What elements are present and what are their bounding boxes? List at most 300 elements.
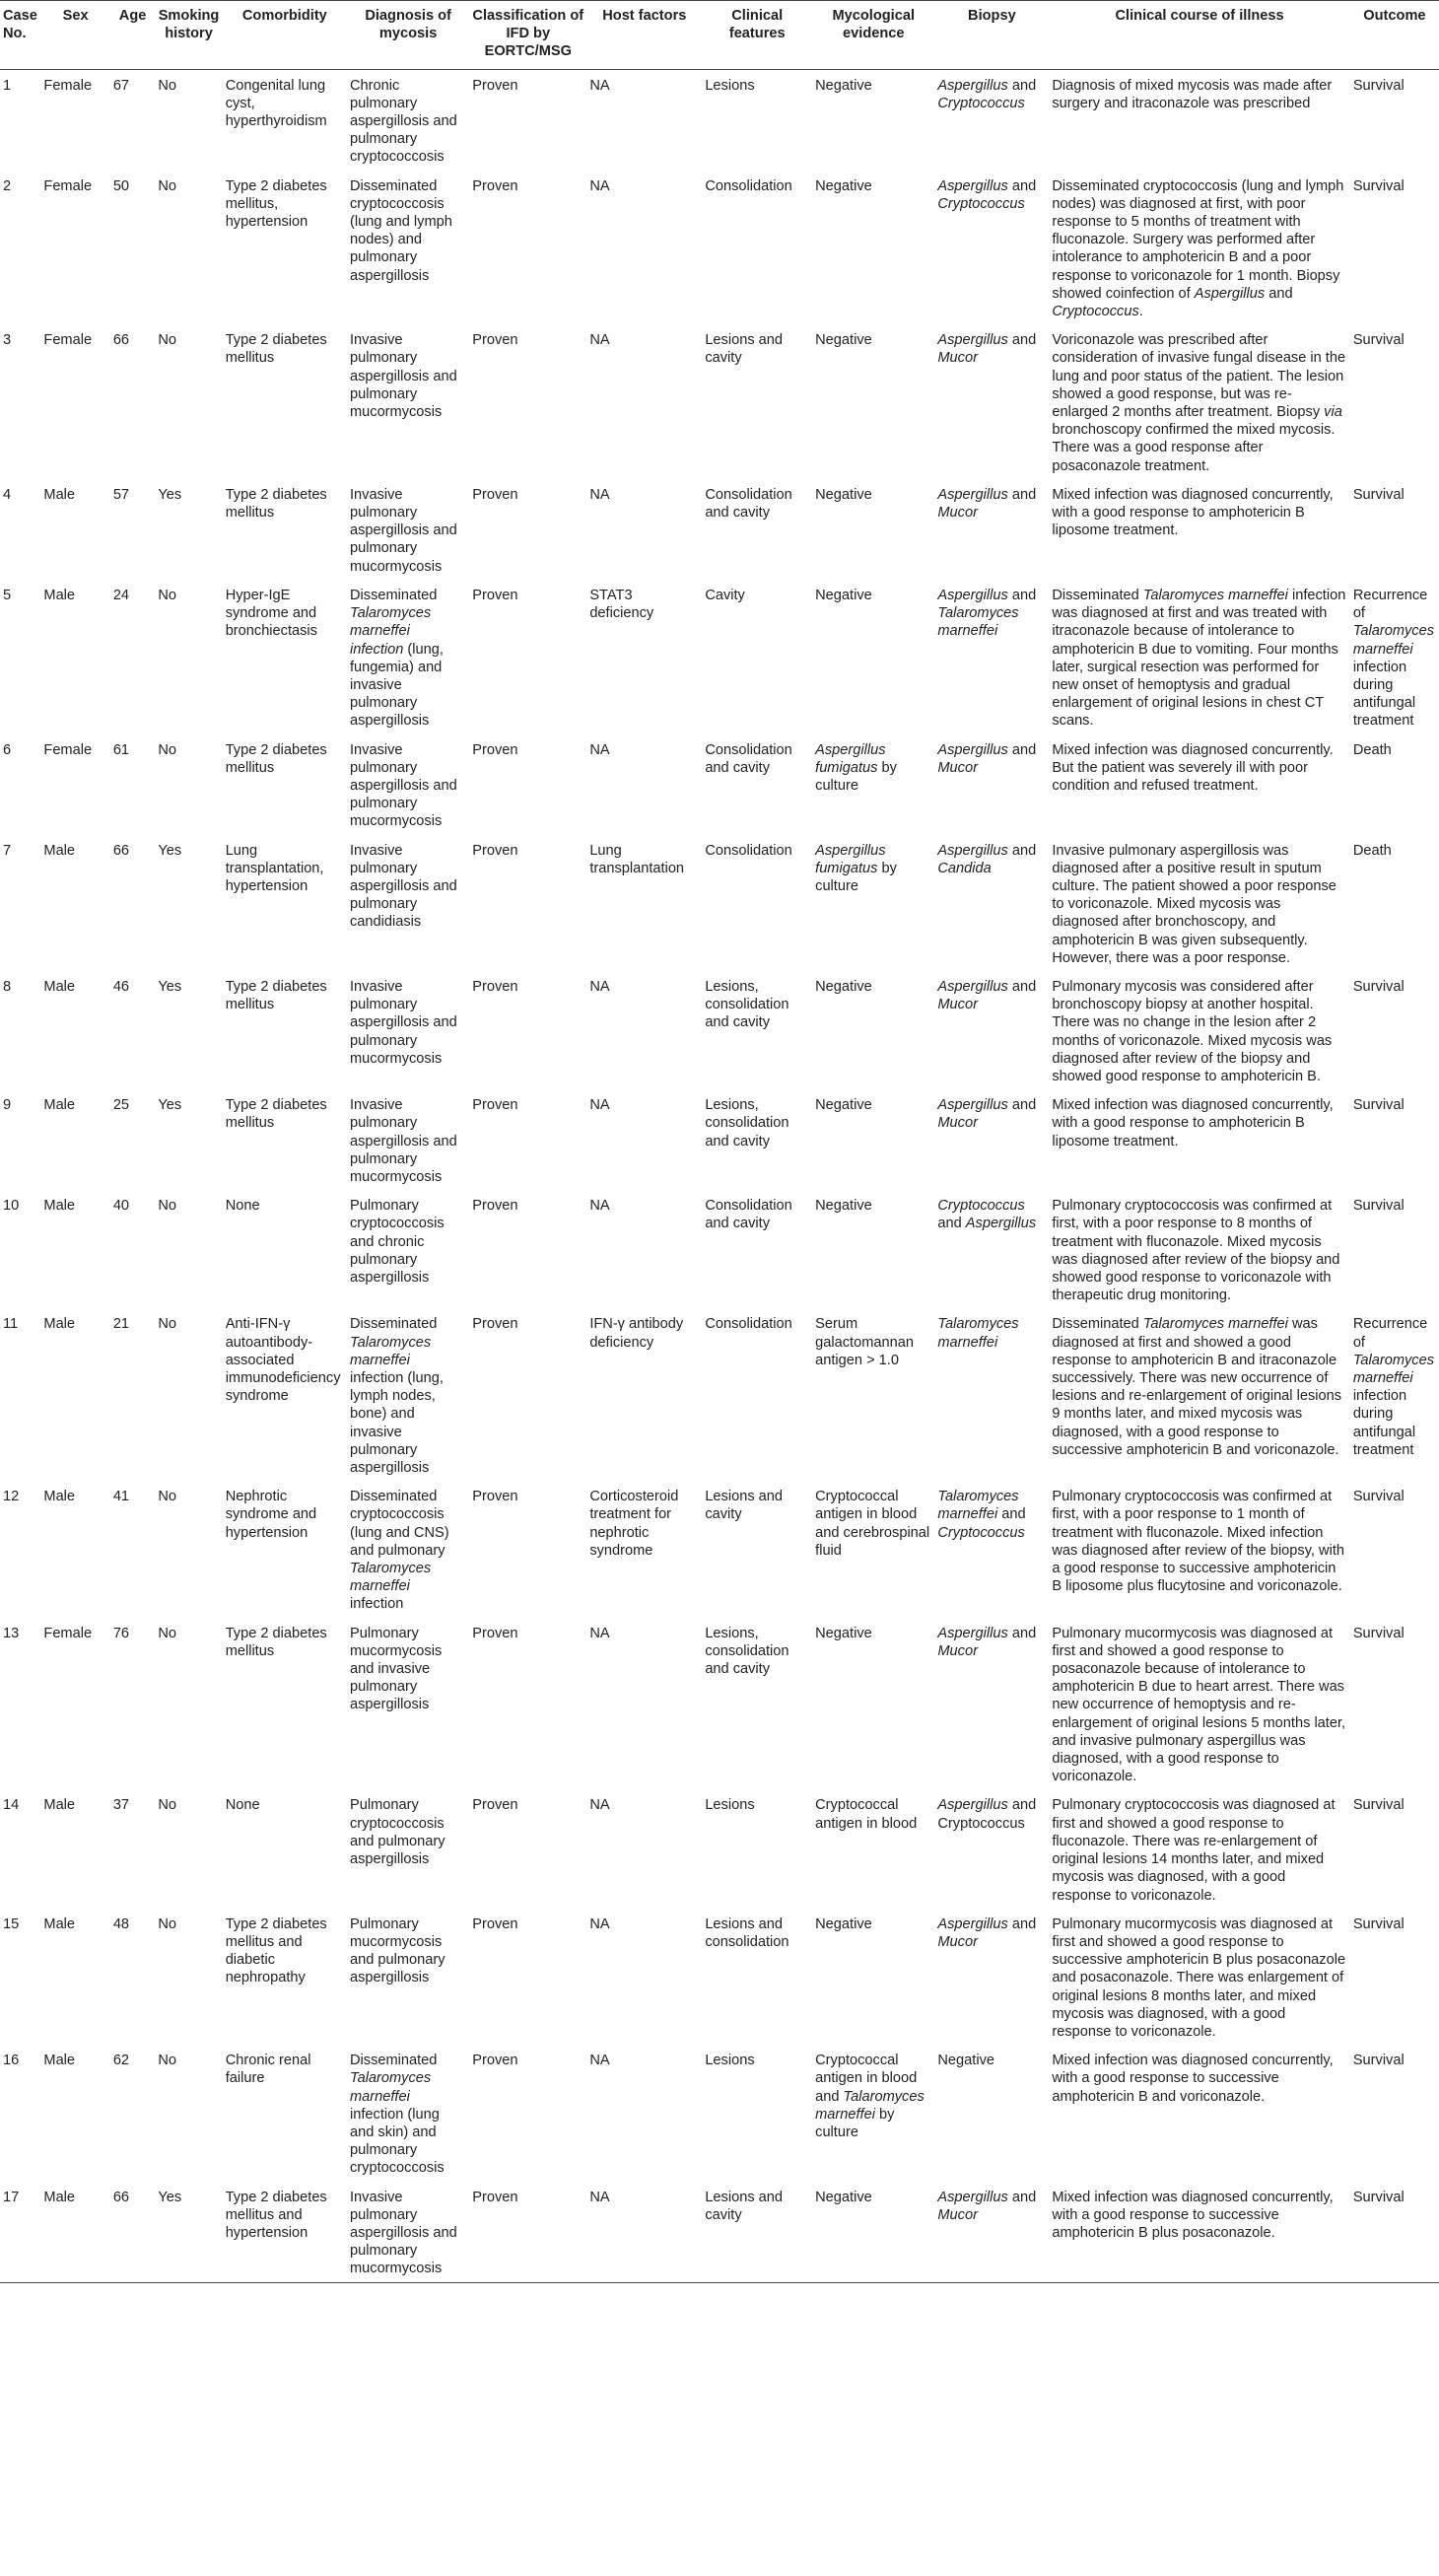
table-row [0,1909,1439,2045]
text-segment: Aspergillus [1194,285,1266,302]
text-segment: Survival [1352,1797,1405,1814]
text-segment: NA [589,1915,610,1932]
cell-clinical-features [702,1909,812,2045]
cell-sex: Female [43,177,93,194]
cell-biopsy [934,1308,1049,1481]
text-segment: Pulmonary cryptococcosis was confirmed at first, with a poor response to 8 months of treatment with fluconazole. Mixed mycosis was diagnosed after review of the biopsy and showed good response to voriconazole with therapeutic drug monitoring. [1052,1198,1340,1304]
cell-outcome [1350,1308,1439,1481]
text-segment: infection [350,1596,404,1613]
text-segment: Mucor [937,759,978,776]
text-segment: Talaromyces marneffei [937,1489,1019,1523]
cell-host-factors [586,971,702,1089]
text-segment: Disseminated [1052,1316,1143,1333]
cell-sex: Male [40,2182,109,2283]
cell-smoking-history: No [158,587,177,603]
cell-clinical-features [702,69,812,171]
text-segment: and [1007,741,1037,758]
text-segment: Pulmonary cryptococcosis was confirmed at first, with a poor response to 1 month of treatment with fluconazole. Mixed infection was diagnosed after review of the biopsy, with a good response to successive amphotericin B liposome plus flucytosine and voriconazole. [1052,1489,1344,1595]
text-segment: Pulmonary cryptococcosis was diagnosed at first and showed a good response to fluconazole. There was re-enlargement of original lesions 14 months later, and mixed mycosis was diagnosed, with a good response to voriconazole. [1052,1797,1336,1904]
text-segment: Talaromyces marneffei [350,2070,432,2105]
table-row [0,171,1439,325]
cell-mycological-evidence [812,1089,934,1190]
text-segment: Consolidation and cavity [705,486,792,522]
cell-sex: Male [43,2053,76,2069]
text-segment: and [1007,486,1037,503]
text-segment: Nephrotic syndrome and hypertension [225,1489,317,1541]
cell-clinical-features [702,1481,812,1617]
cell-comorbidity [223,1190,347,1308]
text-segment: Survival [1352,486,1405,503]
text-segment: Mucor [937,2206,978,2223]
text-segment: Type 2 diabetes mellitus, hypertension [225,177,327,231]
header-biopsy: Biopsy [934,1,1049,70]
cell-host-factors [586,1481,702,1617]
cell-age: 67 [112,77,130,94]
cell-comorbidity [223,580,347,734]
cell-biopsy [934,734,1049,835]
text-segment: bronchoscopy confirmed the mixed mycosis. There was a good response after posaconazole treatment. [1052,422,1336,474]
cell-age: 40 [112,1198,130,1215]
text-segment: Cryptococcal antigen in blood [815,1797,918,1832]
cell-case-no: 6 [3,741,12,758]
text-segment: STAT3 deficiency [589,587,654,622]
cell-smoking-history: No [158,332,177,349]
cell-mycological-evidence [812,2045,934,2181]
cell-clinical-course [1049,1089,1349,1190]
table-body [0,69,1439,2282]
cell-comorbidity [223,69,347,171]
text-segment: and [1007,77,1037,94]
header-comorbidity: Comorbidity [223,1,347,70]
cell-biopsy [934,1789,1049,1908]
cell-diagnosis [347,580,469,734]
text-segment: Invasive pulmonary aspergillosis and pulmonary mucormycosis [350,2189,457,2277]
cell-smoking-history: No [158,1915,177,1932]
text-segment: Lesions [705,77,755,94]
text-segment: Corticosteroid treatment for nephrotic syndrome [589,1489,679,1559]
text-segment: Survival [1352,1489,1405,1505]
cell-outcome [1350,734,1439,835]
cell-age: 76 [112,1625,130,1641]
cell-sex: Male [43,1097,76,1114]
table-row [0,1190,1439,1308]
cell-case-no: 17 [0,2182,40,2283]
cell-mycological-evidence [812,324,934,479]
cell-smoking-history: No [158,741,177,758]
text-segment: Talaromyces marneffei [1142,1316,1288,1333]
cell-clinical-features [702,2045,812,2181]
text-segment: Aspergillus [937,1097,1008,1114]
cell-case-no: 10 [3,1198,20,1215]
text-segment: Death [1352,842,1392,859]
cell-biopsy [934,1089,1049,1190]
cell-mycological-evidence [812,1789,934,1908]
text-segment: (lung, fungemia) and invasive pulmonary aspergillosis [350,641,444,730]
cell-outcome [1350,1481,1439,1617]
cell-clinical-features [702,835,812,971]
text-segment: Voriconazole was prescribed after consideration of invasive fungal disease in the lung and poor status of the patient. The lesion showed a good response, but was re-enlarged 2 months after treatment. Biopsy [1052,332,1346,421]
cell-classification: Proven [472,1489,518,1505]
cell-case-no: 9 [3,1097,12,1114]
cell-mycological-evidence [812,69,934,171]
text-segment: IFN-γ antibody deficiency [589,1316,684,1351]
cell-diagnosis [347,835,469,971]
cell-clinical-features [702,1618,812,1790]
cell-case-no: 4 [3,486,12,503]
text-segment: Cryptococcus [937,1524,1025,1541]
text-segment: Aspergillus [937,177,1008,194]
cell-clinical-course [1049,1618,1349,1790]
text-segment: Type 2 diabetes mellitus [225,332,327,367]
text-segment: and Cryptococcus [937,1797,1037,1832]
text-segment: Mixed infection was diagnosed concurrently, with a good response to amphotericin B liposome treatment. [1052,1097,1334,1149]
text-segment: Pulmonary mucormycosis and invasive pulmonary aspergillosis [350,1625,443,1713]
text-segment: Disseminated cryptococcosis (lung and CNS) and pulmonary [350,1489,449,1559]
cell-host-factors [586,1789,702,1908]
text-segment: Mucor [937,1642,978,1659]
text-segment: Pulmonary mycosis was considered after bronchoscopy biopsy at another hospital. There was no change in the lesion after 2 months of voriconazole. Mixed mycosis was diagnosed after review of the biopsy and showed good response to amphotericin B. [1052,978,1333,1084]
text-segment: Aspergillus [937,741,1008,758]
cell-smoking-history: Yes [158,842,182,859]
text-segment: Negative [815,978,872,995]
text-segment: Talaromyces marneffei infection [350,605,432,658]
cell-diagnosis [347,1089,469,1190]
cell-comorbidity [223,479,347,580]
text-segment: and [1007,1625,1037,1641]
text-segment: Pulmonary mucormycosis and pulmonary aspergillosis [350,1915,445,1986]
text-segment: Recurrence of [1352,587,1428,622]
text-segment: Lesions and cavity [705,1489,784,1523]
text-segment: NA [589,741,610,758]
cell-comorbidity [223,1618,347,1790]
cell-comorbidity [223,1909,347,2045]
cell-host-factors [586,1308,702,1481]
cell-case-no: 14 [3,1797,20,1814]
text-segment: Mixed infection was diagnosed concurrently, with a good response to successive amphotericin B plus posaconazole. [1052,2189,1334,2241]
text-segment: Mucor [937,350,978,367]
cell-mycological-evidence [812,1481,934,1617]
text-segment: Congenital lung cyst, hyperthyroidism [225,77,327,130]
text-segment: and [1007,1915,1037,1932]
text-segment: Lesions [705,1797,755,1814]
cell-age: 50 [112,177,130,194]
text-segment: Consolidation and cavity [705,741,792,776]
cell-case-no: 1 [3,77,12,94]
text-segment: Negative [815,1915,872,1932]
cell-classification: Proven [472,1316,518,1333]
cell-sex: Female [43,741,93,758]
cell-host-factors [586,171,702,325]
table-row [0,1308,1439,1481]
cell-classification: Proven [472,486,518,503]
text-segment: by culture [815,2106,895,2140]
text-segment: Lesions, consolidation and cavity [705,978,789,1031]
text-segment: Invasive pulmonary aspergillosis and pulmonary candidiasis [350,842,457,931]
text-segment: and [1007,1097,1037,1114]
cell-outcome [1350,1909,1439,2045]
text-segment: NA [589,1797,610,1814]
text-segment: Cryptococcus [937,195,1025,212]
table-row [0,479,1439,580]
cell-clinical-features [702,1089,812,1190]
cell-mycological-evidence [812,1618,934,1790]
text-segment: Type 2 diabetes mellitus [225,486,327,522]
cell-host-factors [586,69,702,171]
cell-diagnosis [347,1618,469,1790]
cell-diagnosis [347,1789,469,1908]
cell-comorbidity [223,1789,347,1908]
text-segment: Negative [815,77,872,94]
cell-smoking-history: Yes [155,2182,222,2283]
cell-age: 37 [112,1797,130,1814]
text-segment: Type 2 diabetes mellitus [225,1097,327,1132]
cell-clinical-features [702,171,812,325]
cell-smoking-history: Yes [158,978,182,995]
cell-sex: Male [43,842,76,859]
cell-sex: Female [43,1625,93,1641]
text-segment: by culture [815,759,897,794]
header-classification: Classification of IFD by EORTC/MSG [469,1,586,70]
text-segment: Cryptococcus [937,1198,1025,1215]
cell-smoking-history: No [158,1797,177,1814]
cell-clinical-features [702,479,812,580]
cell-clinical-features [702,324,812,479]
cell-host-factors [586,734,702,835]
text-segment: None [225,1797,260,1814]
text-segment: Lesions [705,2053,755,2069]
table-row [0,324,1439,479]
text-segment: Talaromyces marneffei [350,1561,432,1595]
text-segment: Consolidation [705,177,792,194]
text-segment: Aspergillus fumigatus [815,842,886,876]
text-segment: Lesions and cavity [705,332,784,367]
cell-clinical-course [1049,1190,1349,1308]
cell-case-no: 11 [3,1316,19,1333]
text-segment: infection (lung and skin) and pulmonary cryptococcosis [350,2106,445,2177]
cell-host-factors [586,1909,702,2045]
text-segment: Mucor [937,1115,978,1132]
cell-comorbidity [223,1089,347,1190]
cell-comorbidity [223,171,347,325]
text-segment: Mixed infection was diagnosed concurrently. But the patient was severely ill with poor condition and refused treatment. [1052,741,1334,794]
text-segment: and [997,1506,1026,1523]
text-segment: NA [589,978,610,995]
cell-outcome [1350,835,1439,971]
cell-sex: Female [43,332,93,349]
text-segment: Negative [815,587,872,603]
cell-biopsy [934,69,1049,171]
cell-clinical-features [702,2182,812,2283]
text-segment: Death [1352,741,1392,758]
cell-age: 66 [112,842,130,859]
cell-diagnosis [347,1190,469,1308]
text-segment: Invasive pulmonary aspergillosis was diagnosed after a positive result in sputum culture. The patient showed a poor response to voriconazole. Mixed mycosis was diagnosed after bronchoscopy, and amphotericin B was given subsequently. However, there was a poor response. [1052,842,1336,966]
text-segment: Invasive pulmonary aspergillosis and pulmonary mucormycosis [350,1097,457,1185]
cell-clinical-features [702,1789,812,1908]
cell-diagnosis [347,971,469,1089]
text-segment: Negative [815,486,872,503]
cell-smoking-history: No [158,177,177,194]
text-segment: Recurrence of [1352,1316,1428,1351]
cell-case-no: 15 [3,1915,20,1932]
cell-diagnosis [347,1909,469,2045]
text-segment: infection during antifungal treatment [1352,659,1416,730]
cell-outcome [1350,2182,1439,2283]
cell-biopsy [934,2045,1049,2181]
text-segment: Hyper-IgE syndrome and bronchiectasis [225,587,317,640]
cell-smoking-history: No [158,1625,177,1641]
text-segment: Chronic pulmonary aspergillosis and pulmonary cryptococcosis [350,77,457,166]
cell-outcome [1350,2045,1439,2181]
cell-outcome [1350,69,1439,171]
cell-age: 62 [112,2053,130,2069]
text-segment: Negative [815,1198,872,1215]
cell-diagnosis [347,171,469,325]
cell-sex: Male [43,1797,76,1814]
text-segment: Lesions and cavity [705,2189,784,2223]
cell-classification: Proven [472,1198,518,1215]
text-segment: Negative [815,1625,872,1641]
cell-clinical-course [1049,1789,1349,1908]
cell-mycological-evidence [812,1190,934,1308]
table-row [0,1089,1439,1190]
cell-diagnosis [347,479,469,580]
cell-sex: Male [43,587,76,603]
cell-host-factors [586,479,702,580]
cell-case-no: 16 [3,2053,20,2069]
cell-mycological-evidence [812,971,934,1089]
cell-clinical-course [1049,1308,1349,1481]
table-row [0,734,1439,835]
cell-outcome [1350,1190,1439,1308]
cell-diagnosis [347,69,469,171]
cell-mycological-evidence [812,580,934,734]
cell-classification: Proven [472,842,518,859]
cell-smoking-history: No [158,77,177,94]
cell-biopsy [934,479,1049,580]
text-segment: Aspergillus fumigatus [815,741,886,776]
text-segment: Mucor [937,1933,978,1950]
text-segment: . [1138,304,1143,320]
cell-sex: Male [43,1316,76,1333]
text-segment: Negative [815,332,872,349]
text-segment: Survival [1352,177,1405,194]
cell-sex: Male [43,1489,76,1505]
text-segment: Cryptococcus [1052,304,1139,320]
text-segment: NA [589,77,610,94]
cell-case-no: 3 [3,332,12,349]
cell-comorbidity [223,835,347,971]
text-segment: Talaromyces marneffei [1142,587,1288,603]
cell-host-factors [586,580,702,734]
cell-clinical-features [702,1308,812,1481]
cell-clinical-course [1049,1909,1349,2045]
table-row [0,2045,1439,2181]
cell-age: 66 [110,2182,156,2283]
text-segment: Cavity [705,587,745,603]
text-segment: Invasive pulmonary aspergillosis and pulmonary mucormycosis [350,486,457,575]
text-segment: Serum galactomannan antigen > 1.0 [815,1316,914,1368]
text-segment: Aspergillus [937,587,1008,603]
cell-outcome [1350,479,1439,580]
header-smoking-history: Smoking history [155,1,222,70]
cell-clinical-features [702,971,812,1089]
text-segment: Talaromyces marneffei [1352,1352,1435,1387]
cell-clinical-course [1049,835,1349,971]
cell-clinical-features [702,580,812,734]
text-segment: Consolidation [705,842,792,859]
text-segment: Pulmonary mucormycosis was diagnosed at first and showed a good response to posaconazole because of intolerance to amphotericin B due to heart arrest. There was new occurrence of hemoptysis and re-enlargement of original lesions 5 months later, and invasive pulmonary aspergillus was diagnosed, with a good response to voriconazole. [1052,1625,1346,1785]
cell-outcome [1350,971,1439,1089]
cell-classification: Proven [472,1797,518,1814]
cell-host-factors [586,835,702,971]
cell-sex: Male [43,1198,76,1215]
cell-smoking-history: No [158,1489,177,1505]
cell-diagnosis [347,734,469,835]
header-row [0,1,1439,70]
table-row [0,69,1439,171]
text-segment: Type 2 diabetes mellitus and hypertension [225,2189,327,2241]
text-segment: Negative [815,2189,872,2205]
table-header [0,1,1439,70]
text-segment: NA [589,1198,610,1215]
text-segment: infection during antifungal treatment [1352,1388,1416,1458]
text-segment: Survival [1352,2189,1405,2205]
cell-biopsy [934,835,1049,971]
text-segment: Lesions, consolidation and cavity [705,1097,789,1149]
text-segment: Disseminated cryptococcosis (lung and lymph nodes) was diagnosed at first, with poor response to 5 months of treatment with fluconazole. Surgery was performed after intolerance to amphotericin B and a poor response to voriconazole for 1 month. Biopsy showed coinfection of [1052,177,1344,302]
cell-case-no: 2 [3,177,12,194]
cell-classification: Proven [472,2053,518,2069]
table-row [0,1618,1439,1790]
cell-case-no: 12 [3,1489,20,1505]
text-segment: Aspergillus [937,486,1008,503]
text-segment: and [1007,332,1037,349]
text-segment: Negative [815,1097,872,1114]
cell-outcome [1350,580,1439,734]
cell-age: 24 [112,587,130,603]
text-segment: Mixed infection was diagnosed concurrently, with a good response to amphotericin B liposome treatment. [1052,486,1334,539]
text-segment: Pulmonary mucormycosis was diagnosed at first and showed a good response to successive amphotericin B plus posaconazole and posaconazole. There was enlargement of original lesions 8 months later, and mixed mycosis was diagnosed, with a good response to voriconazole. [1052,1915,1346,2040]
text-segment: Candida [937,860,992,876]
cell-age: 48 [112,1915,130,1932]
cell-smoking-history: No [158,1316,177,1333]
header-outcome: Outcome [1350,1,1439,70]
cell-mycological-evidence [812,1909,934,2045]
table-row [0,2182,1439,2283]
text-segment: Survival [1352,1198,1405,1215]
text-segment: via [1324,404,1342,421]
cell-host-factors [586,2182,702,2283]
cell-mycological-evidence [812,835,934,971]
text-segment: Disseminated [1052,587,1143,603]
text-segment: infection was diagnosed at first and was treated with itraconazole because of intolerance to amphotericin B due to vomiting. Four months later, surgical resection was performed for new onset of hemoptysis and gradual enlargement of original lesions in chest CT scans. [1052,587,1346,730]
text-segment: Aspergillus [937,1915,1008,1932]
cell-comorbidity [223,734,347,835]
text-segment: Survival [1352,1625,1405,1641]
text-segment: Talaromyces marneffei [815,2088,925,2123]
cell-mycological-evidence [812,479,934,580]
text-segment: Aspergillus [937,2189,1008,2205]
table-row [0,1789,1439,1908]
header-mycological-evidence: Mycological evidence [812,1,934,70]
header-host-factors: Host factors [586,1,702,70]
text-segment: Chronic renal failure [225,2053,311,2087]
text-segment: infection (lung, lymph nodes, bone) and invasive pulmonary aspergillosis [350,1370,444,1477]
table-row [0,971,1439,1089]
cell-classification: Proven [472,1625,518,1641]
cell-biopsy [934,1618,1049,1790]
